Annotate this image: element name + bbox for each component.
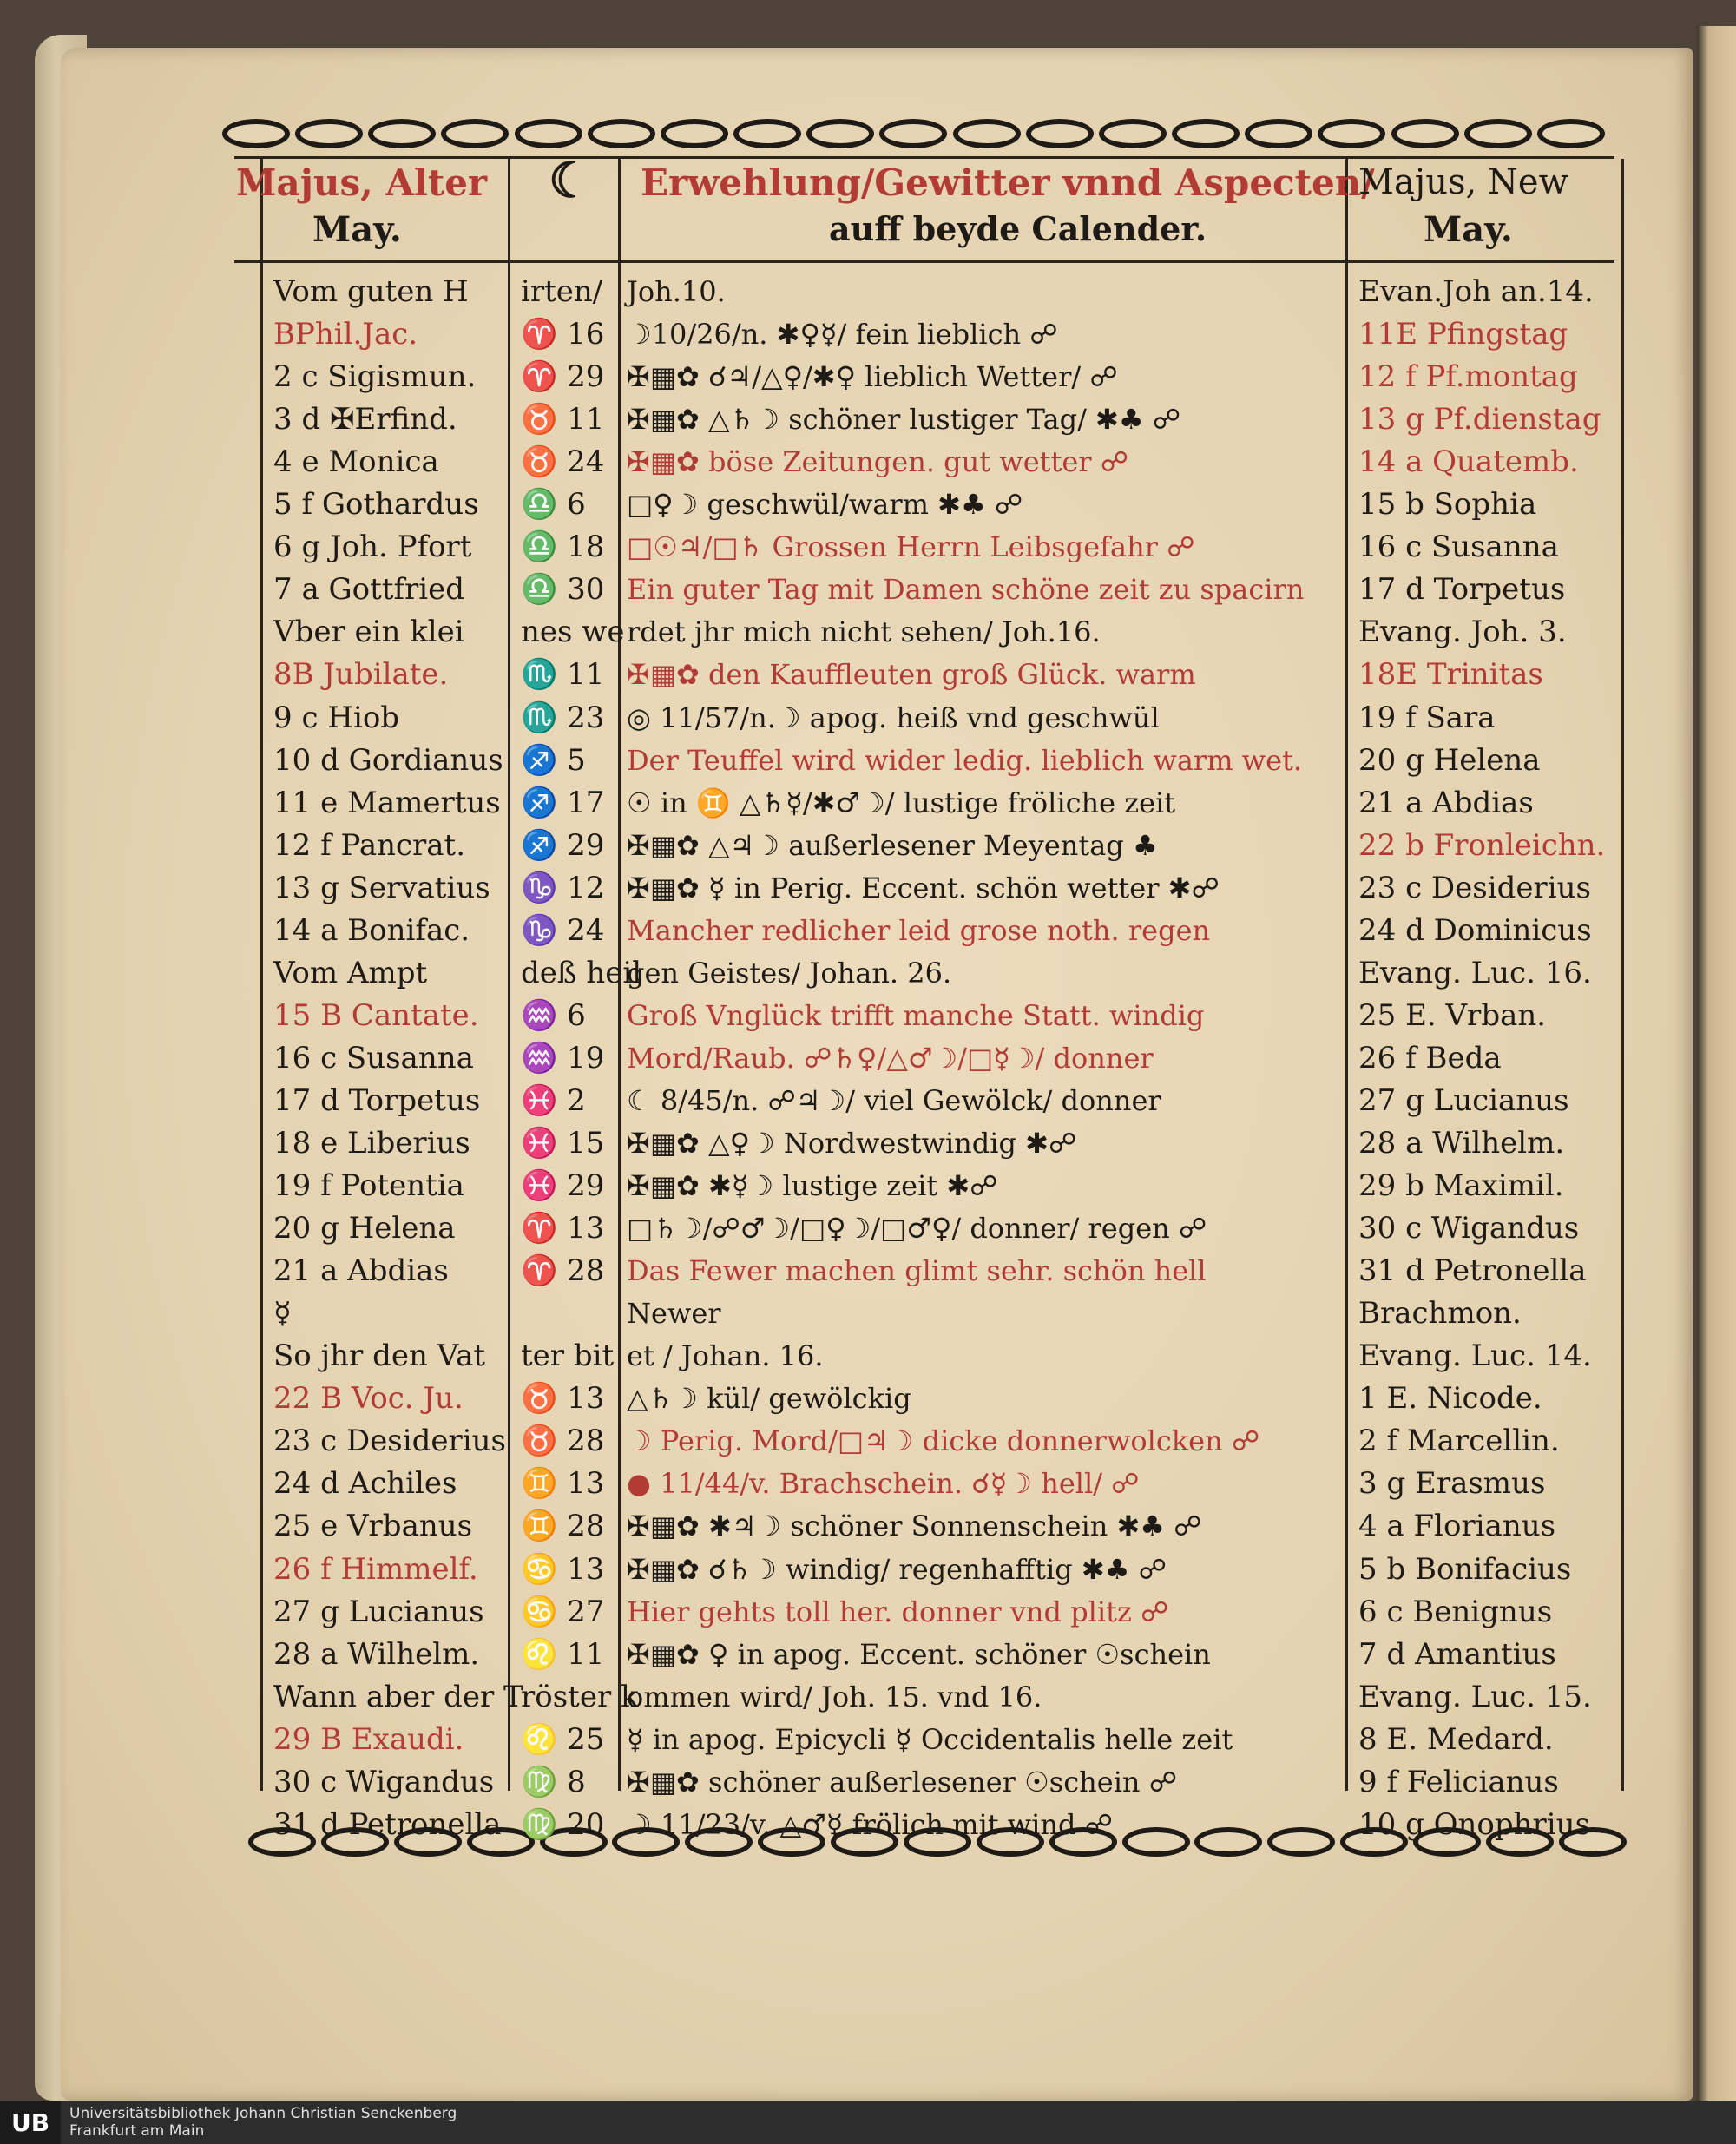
old-calendar-day: 29 B Exaudi.: [273, 1721, 464, 1757]
ub-logo: UB: [0, 2101, 61, 2144]
calendar-row: [0, 483, 1736, 526]
weather-aspects: Mord/Raub. ☍♄♀/△♂☽/□☿☽/ donner: [627, 1041, 1154, 1075]
zodiac-position: ♉ 24: [521, 444, 605, 480]
calendar-row: [0, 782, 1736, 825]
calendar-row: [0, 569, 1736, 611]
ornament-link: [222, 119, 290, 148]
new-calendar-day: 5 b Bonifacius: [1358, 1551, 1572, 1587]
calendar-row: [0, 441, 1736, 483]
ornament-link: [1245, 119, 1312, 148]
zodiac-position: ♏ 11: [521, 657, 605, 693]
weather-aspects: Hier gehts toll her. donner vnd plitz ☍: [627, 1595, 1169, 1628]
weather-column-subtitle: auff beyde Calender.: [829, 209, 1207, 248]
zodiac-position: ♈ 28: [521, 1253, 605, 1289]
zodiac-position: ♐ 29: [521, 827, 605, 863]
new-calendar-day: 31 d Petronella: [1358, 1253, 1587, 1289]
calendar-row: [0, 526, 1736, 569]
weather-aspects: rdet jhr mich nicht sehen/ Joh.16.: [627, 615, 1101, 649]
calendar-row: [0, 995, 1736, 1037]
calendar-row: [0, 697, 1736, 740]
weather-aspects: ✠▦✿ ☌♃/△♀/✱♀ lieblich Wetter/ ☍: [627, 360, 1118, 394]
header-top-rule: [234, 156, 1614, 159]
weather-aspects: ✠▦✿ den Kauffleuten groß Glück. warm: [627, 658, 1196, 692]
weather-aspects: ✠▦✿ ✱☿☽ lustige zeit ✱☍: [627, 1169, 998, 1203]
new-calendar-day: Evang. Luc. 14.: [1358, 1338, 1592, 1374]
zodiac-position: ♌ 25: [521, 1721, 605, 1757]
new-calendar-day: 24 d Dominicus: [1358, 912, 1592, 948]
zodiac-position: ♎ 6: [521, 487, 586, 523]
new-calendar-day: 1 E. Nicode.: [1358, 1381, 1542, 1417]
zodiac-position: ♊ 28: [521, 1509, 605, 1544]
weather-aspects: ☽10/26/n. ✱♀☿/ fein lieblich ☍: [627, 318, 1058, 352]
new-calendar-day: 18E Trinitas: [1358, 657, 1543, 693]
calendar-row: [0, 1676, 1736, 1719]
zodiac-position: ♑ 12: [521, 870, 605, 905]
zodiac-position: ♉ 28: [521, 1424, 605, 1459]
new-calendar-day: 10 g Onophrius: [1358, 1806, 1591, 1842]
new-calendar-day: 30 c Wigandus: [1358, 1211, 1580, 1246]
ornament-link: [1172, 119, 1240, 148]
weather-aspects: et / Johan. 16.: [627, 1339, 824, 1373]
zodiac-position: ♒ 6: [521, 997, 586, 1033]
calendar-row: [0, 1165, 1736, 1207]
weather-aspects: △♄☽ kül/ gewölckig: [627, 1382, 911, 1416]
calendar-row: [0, 1292, 1736, 1335]
calendar-row: [0, 654, 1736, 696]
zodiac-position: ♈ 13: [521, 1211, 605, 1246]
zodiac-position: ♒ 19: [521, 1040, 605, 1075]
new-calendar-day: 6 c Benignus: [1358, 1594, 1553, 1629]
zodiac-position: röster k: [521, 1679, 639, 1714]
library-city: Frankfurt am Main: [69, 2122, 205, 2140]
ornament-link: [1318, 119, 1385, 148]
ornament-link: [953, 119, 1021, 148]
weather-aspects: Newer: [627, 1297, 721, 1331]
weather-aspects: ☽ 11/23/v. △♂☿ frölich mit wind ☍: [627, 1807, 1114, 1841]
calendar-row: [0, 1463, 1736, 1505]
calendar-row: [0, 1335, 1736, 1378]
new-calendar-day: 29 b Maximil.: [1358, 1168, 1564, 1204]
calendar-row: [0, 910, 1736, 952]
old-calendar-day: 7 a Gottfried: [273, 572, 465, 608]
zodiac-position: ♉ 11: [521, 402, 605, 437]
old-calendar-day: ☿: [273, 1296, 292, 1332]
old-calendar-day: 3 d ✠Erfind.: [273, 402, 457, 437]
old-calendar-title: Majus, Alter: [236, 161, 488, 204]
new-calendar-day: 23 c Desiderius: [1358, 870, 1591, 905]
new-calendar-month: May.: [1424, 209, 1513, 250]
new-calendar-day: 22 b Fronleichn.: [1358, 827, 1606, 863]
weather-aspects: Ein guter Tag mit Damen schöne zeit zu spacirn: [627, 573, 1305, 607]
ornament-link: [368, 119, 436, 148]
weather-aspects: Joh.10.: [627, 275, 726, 308]
new-calendar-day: 14 a Quatemb.: [1358, 444, 1579, 480]
old-calendar-day: 8B Jubilate.: [273, 657, 449, 693]
ornament-link: [1537, 119, 1605, 148]
old-calendar-day: Vom guten H: [273, 274, 469, 309]
weather-aspects: ● 11/44/v. Brachschein. ☌☿☽ hell/ ☍: [627, 1467, 1140, 1501]
zodiac-position: ♎ 30: [521, 572, 605, 608]
zodiac-position: irten/: [521, 274, 603, 309]
new-calendar-day: 25 E. Vrban.: [1358, 997, 1547, 1033]
new-calendar-day: Evang. Luc. 16.: [1358, 955, 1592, 990]
calendar-row: [0, 1037, 1736, 1080]
old-calendar-day: 4 e Monica: [273, 444, 439, 480]
new-calendar-day: 3 g Erasmus: [1358, 1466, 1546, 1502]
old-calendar-day: 2 c Sigismun.: [273, 359, 477, 395]
weather-aspects: □♄☽/☍♂☽/□♀☽/□♂♀/ donner/ regen ☍: [627, 1212, 1207, 1246]
new-calendar-day: 20 g Helena: [1358, 742, 1541, 778]
weather-aspects: Mancher redlicher leid grose noth. regen: [627, 913, 1211, 947]
zodiac-position: ♎ 18: [521, 529, 605, 565]
weather-aspects: ✠▦✿ ♀ in apog. Eccent. schöner ☉schein: [627, 1637, 1211, 1671]
calendar-row: [0, 1250, 1736, 1292]
zodiac-position: ♍ 20: [521, 1806, 605, 1842]
zodiac-position: ♐ 17: [521, 785, 605, 820]
calendar-row: [0, 1122, 1736, 1165]
zodiac-position: ♈ 16: [521, 317, 605, 352]
weather-aspects: ☾ 8/45/n. ☍♃☽/ viel Gewölck/ donner: [627, 1083, 1161, 1117]
zodiac-position: deß heil: [521, 955, 642, 990]
old-calendar-day: Vber ein klei: [273, 615, 464, 650]
weather-aspects: gen Geistes/ Johan. 26.: [627, 956, 952, 990]
new-calendar-day: 2 f Marcellin.: [1358, 1424, 1560, 1459]
weather-aspects: ◎ 11/57/n.☽ apog. heiß vnd geschwül: [627, 700, 1160, 734]
calendar-row: [0, 1505, 1736, 1548]
calendar-row: [0, 952, 1736, 995]
ornament-link: [733, 119, 801, 148]
new-calendar-day: 26 f Beda: [1358, 1040, 1502, 1075]
new-calendar-day: Evan.Joh an.14.: [1358, 274, 1594, 309]
weather-aspects: ✠▦✿ △♃☽ außerlesener Meyentag ♣: [627, 828, 1158, 862]
new-calendar-day: Brachmon.: [1358, 1296, 1522, 1332]
ornament-link: [515, 119, 582, 148]
weather-aspects: Groß Vnglück trifft manche Statt. windig: [627, 998, 1205, 1032]
old-calendar-day: 6 g Joh. Pfort: [273, 529, 472, 565]
new-calendar-day: 16 c Susanna: [1358, 529, 1559, 565]
ornament-link: [1026, 119, 1094, 148]
new-calendar-day: 9 f Felicianus: [1358, 1764, 1559, 1799]
calendar-row: [0, 1378, 1736, 1420]
new-calendar-day: Evang. Luc. 15.: [1358, 1679, 1592, 1714]
weather-aspects: Der Teuffel wird wider ledig. lieblich warm wet.: [627, 743, 1303, 777]
zodiac-position: ♋ 27: [521, 1594, 605, 1629]
old-calendar-day: 20 g Helena: [273, 1211, 456, 1246]
weather-aspects: ✠▦✿ △♄☽ schöner lustiger Tag/ ✱♣ ☍: [627, 403, 1181, 437]
old-calendar-day: 9 c Hiob: [273, 700, 400, 735]
calendar-row: [0, 740, 1736, 782]
zodiac-position: ter bit: [521, 1338, 615, 1374]
weather-aspects: ✠▦✿ ☌♄☽ windig/ regenhafftig ✱♣ ☍: [627, 1552, 1167, 1586]
ornament-link: [661, 119, 728, 148]
weather-aspects: ✠▦✿ △♀☽ Nordwestwindig ✱☍: [627, 1127, 1077, 1160]
old-calendar-day: Wann aber der T: [273, 1679, 523, 1714]
old-calendar-day: 26 f Himmelf.: [273, 1551, 478, 1587]
old-calendar-day: 18 e Liberius: [273, 1126, 470, 1161]
weather-aspects: ☿ in apog. Epicycli ☿ Occidentalis helle zeit: [627, 1722, 1233, 1756]
old-calendar-day: 5 f Gothardus: [273, 487, 479, 523]
new-calendar-day: 17 d Torpetus: [1358, 572, 1566, 608]
calendar-row: [0, 398, 1736, 441]
ornament-link: [1391, 119, 1459, 148]
ornament-link: [588, 119, 655, 148]
calendar-row: [0, 825, 1736, 867]
zodiac-position: ♌ 11: [521, 1636, 605, 1672]
old-calendar-day: 30 c Wigandus: [273, 1764, 495, 1799]
old-calendar-day: 15 B Cantate.: [273, 997, 479, 1033]
calendar-row: [0, 611, 1736, 654]
calendar-row: [0, 313, 1736, 356]
calendar-row: [0, 1761, 1736, 1804]
zodiac-position: nes we: [521, 615, 625, 650]
old-calendar-day: 16 c Susanna: [273, 1040, 474, 1075]
old-calendar-day: 13 g Servatius: [273, 870, 490, 905]
new-calendar-day: 28 a Wilhelm.: [1358, 1126, 1565, 1161]
calendar-row: [0, 1591, 1736, 1634]
old-calendar-day: 10 d Gordianus: [273, 742, 503, 778]
new-calendar-day: 12 f Pf.montag: [1358, 359, 1578, 395]
zodiac-position: ♏ 23: [521, 700, 605, 735]
ornament-link: [295, 119, 363, 148]
calendar-row: [0, 356, 1736, 398]
ornament-link: [806, 119, 874, 148]
old-calendar-day: So jhr den Vat: [273, 1338, 486, 1374]
zodiac-position: ♓ 29: [521, 1168, 605, 1204]
new-calendar-day: 15 b Sophia: [1358, 487, 1537, 523]
zodiac-position: ♍ 8: [521, 1764, 586, 1799]
new-calendar-day: 11E Pfingstag: [1358, 317, 1568, 352]
new-calendar-day: 4 a Florianus: [1358, 1509, 1556, 1544]
old-calendar-day: 24 d Achiles: [273, 1466, 457, 1502]
calendar-row: [0, 1080, 1736, 1122]
old-calendar-day: 11 e Mamertus: [273, 785, 501, 820]
ornament-link: [1099, 119, 1167, 148]
moon-column-symbol: ☾: [549, 152, 593, 209]
old-calendar-day: 23 c Desiderius: [273, 1424, 506, 1459]
old-calendar-month: May.: [312, 209, 402, 250]
weather-aspects: ☽ Perig. Mord/□♃☽ dicke donnerwolcken ☍: [627, 1424, 1260, 1458]
header-bottom-rule: [234, 260, 1614, 263]
calendar-row: [0, 1804, 1736, 1846]
weather-aspects: ✠▦✿ schöner außerlesener ☉schein ☍: [627, 1765, 1178, 1799]
new-calendar-day: 27 g Lucianus: [1358, 1082, 1569, 1118]
old-calendar-day: BPhil.Jac.: [273, 317, 418, 352]
weather-aspects: ✠▦✿ böse Zeitungen. gut wetter ☍: [627, 445, 1129, 479]
calendar-row: [0, 271, 1736, 313]
calendar-row: [0, 867, 1736, 910]
library-footer: [0, 2101, 1736, 2144]
weather-column-title: Erwehlung/Gewitter vnnd Aspecten/: [641, 161, 1375, 204]
zodiac-position: ♑ 24: [521, 912, 605, 948]
new-calendar-day: 7 d Amantius: [1358, 1636, 1556, 1672]
calendar-row: [0, 1549, 1736, 1591]
weather-aspects: ommen wird/ Joh. 15. vnd 16.: [627, 1680, 1042, 1713]
zodiac-position: ♋ 13: [521, 1551, 605, 1587]
calendar-row: [0, 1207, 1736, 1250]
new-calendar-day: 8 E. Medard.: [1358, 1721, 1554, 1757]
old-calendar-day: 22 B Voc. Ju.: [273, 1381, 464, 1417]
old-calendar-day: 28 a Wilhelm.: [273, 1636, 480, 1672]
new-calendar-title: Majus, New: [1358, 162, 1568, 202]
weather-aspects: ✠▦✿ ☿ in Perig. Eccent. schön wetter ✱☍: [627, 871, 1220, 904]
old-calendar-day: 12 f Pancrat.: [273, 827, 466, 863]
library-credit: [61, 2105, 457, 2140]
ornament-link: [1464, 119, 1532, 148]
zodiac-position: ♉ 13: [521, 1381, 605, 1417]
weather-aspects: ☉ in ♊ △♄☿/✱♂☽/ lustige fröliche zeit: [627, 786, 1176, 819]
old-calendar-day: Vom Ampt: [273, 955, 428, 990]
old-calendar-day: 27 g Lucianus: [273, 1594, 484, 1629]
weather-aspects: □♀☽ geschwül/warm ✱♣ ☍: [627, 488, 1023, 522]
old-calendar-day: 25 e Vrbanus: [273, 1509, 473, 1544]
old-calendar-day: 14 a Bonifac.: [273, 912, 470, 948]
new-calendar-day: Evang. Joh. 3.: [1358, 615, 1567, 650]
calendar-row: [0, 1420, 1736, 1463]
calendar-row: [0, 1634, 1736, 1676]
new-calendar-day: 19 f Sara: [1358, 700, 1496, 735]
zodiac-position: ♈ 29: [521, 359, 605, 395]
old-calendar-day: 21 a Abdias: [273, 1253, 449, 1289]
top-ornament-border: [221, 115, 1606, 153]
new-calendar-day: 21 a Abdias: [1358, 785, 1534, 820]
zodiac-position: ♐ 5: [521, 742, 586, 778]
calendar-row: [0, 1719, 1736, 1761]
old-calendar-day: 17 d Torpetus: [273, 1082, 481, 1118]
new-calendar-day: 13 g Pf.dienstag: [1358, 402, 1601, 437]
zodiac-position: ♓ 2: [521, 1082, 586, 1118]
ornament-link: [441, 119, 509, 148]
zodiac-position: ♓ 15: [521, 1126, 605, 1161]
weather-aspects: Das Fewer machen glimt sehr. schön hell: [627, 1254, 1207, 1288]
library-name: Universitätsbibliothek Johann Christian Senckenberg: [69, 2105, 457, 2122]
ornament-link: [879, 119, 947, 148]
weather-aspects: ✠▦✿ ✱♃☽ schöner Sonnenschein ✱♣ ☍: [627, 1509, 1202, 1543]
weather-aspects: □☉♃/□♄ Grossen Herrn Leibsgefahr ☍: [627, 530, 1195, 564]
zodiac-position: ♊ 13: [521, 1466, 605, 1502]
old-calendar-day: 19 f Potentia: [273, 1168, 464, 1204]
old-calendar-day: 31 d Petronella: [273, 1806, 502, 1842]
